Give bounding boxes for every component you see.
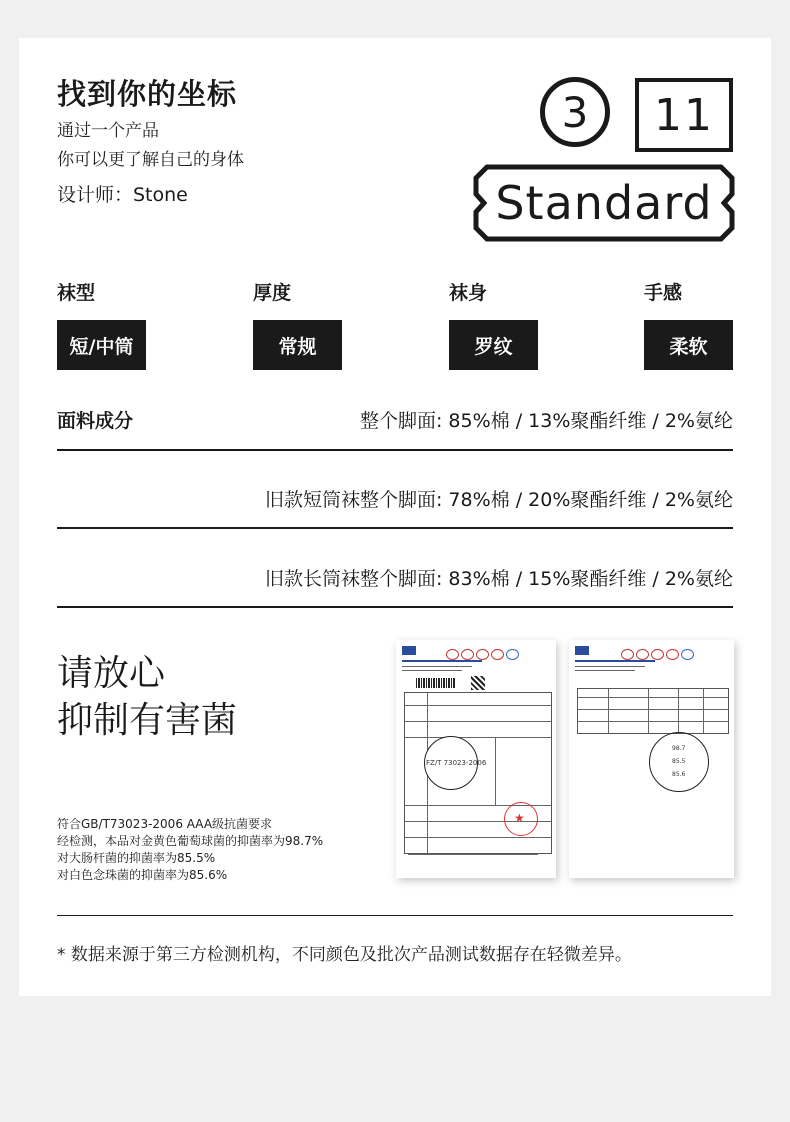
lab-logo-icon [402, 646, 416, 655]
result-highlight-circle [649, 732, 709, 792]
result-value-2: 85.5 [672, 758, 686, 765]
footer-divider [57, 915, 733, 916]
attribute-sock-body [449, 278, 539, 370]
certification-marks-icon [446, 645, 536, 655]
square-number-badge: 11 [635, 78, 733, 152]
composition-label: 面料成分 [57, 410, 134, 432]
designer-credit: 设计师：Stone [57, 184, 188, 206]
test-note-2: 经检测，本品对金黄色葡萄球菌的抑菌率为98.7% [57, 834, 324, 848]
headline-line-1: 请放心 [57, 653, 166, 694]
data-source-footnote: * 数据来源于第三方检测机构，不同颜色及批次产品测试数据存在轻微差异。 [57, 945, 632, 965]
attribute-label: 厚度 [253, 282, 292, 304]
attribute-label: 袜身 [449, 282, 488, 304]
attribute-feel [644, 278, 734, 370]
subtitle-line-2: 你可以更了解自己的身体 [57, 150, 244, 170]
test-note-3: 对大肠杆菌的抑菌率为85.5% [57, 851, 216, 865]
composition-row-old-long [57, 564, 733, 608]
test-note-1: 符合GB/T73023-2006 AAA级抗菌要求 [57, 817, 273, 831]
certification-marks-icon [621, 645, 721, 655]
attribute-value-chip: 短/中筒 [57, 320, 146, 370]
composition-row-current [57, 406, 733, 451]
page-title: 找到你的坐标 [57, 77, 238, 111]
attribute-value-chip: 柔软 [644, 320, 733, 370]
result-value-1: 98.7 [672, 745, 686, 752]
composition-value: 整个脚面: 85%棉 / 13%聚酯纤维 / 2%氨纶 [359, 410, 733, 432]
attribute-sock-type [57, 278, 147, 370]
test-report-left [396, 640, 556, 878]
composition-value: 旧款长筒袜整个脚面: 83%棉 / 15%聚酯纤维 / 2%氨纶 [264, 568, 733, 590]
circle-number-badge: 3 [540, 77, 610, 147]
report-table [577, 688, 729, 734]
result-value-3: 85.6 [672, 771, 686, 778]
test-note-4: 对白色念珠菌的抑菌率为85.6% [57, 868, 228, 882]
test-report-right [569, 640, 734, 878]
subtitle-line-1: 通过一个产品 [57, 121, 159, 141]
composition-value: 旧款短筒袜整个脚面: 78%棉 / 20%聚酯纤维 / 2%氨纶 [264, 489, 733, 511]
standard-badge [473, 164, 735, 242]
qr-code-icon [471, 676, 485, 690]
attribute-thickness [253, 278, 343, 370]
barcode-icon [416, 678, 456, 688]
headline-line-2: 抑制有害菌 [57, 700, 238, 741]
attribute-label: 手感 [644, 282, 683, 304]
composition-row-old-short [57, 485, 733, 529]
attribute-label: 袜型 [57, 282, 96, 304]
standard-stamp-text: FZ/T 73023-2006 [426, 759, 487, 767]
official-seal-icon: ★ [504, 802, 538, 836]
attribute-value-chip: 罗纹 [449, 320, 538, 370]
standard-badge-label: Standard [495, 176, 713, 230]
lab-logo-icon [575, 646, 589, 655]
attribute-value-chip: 常规 [253, 320, 342, 370]
